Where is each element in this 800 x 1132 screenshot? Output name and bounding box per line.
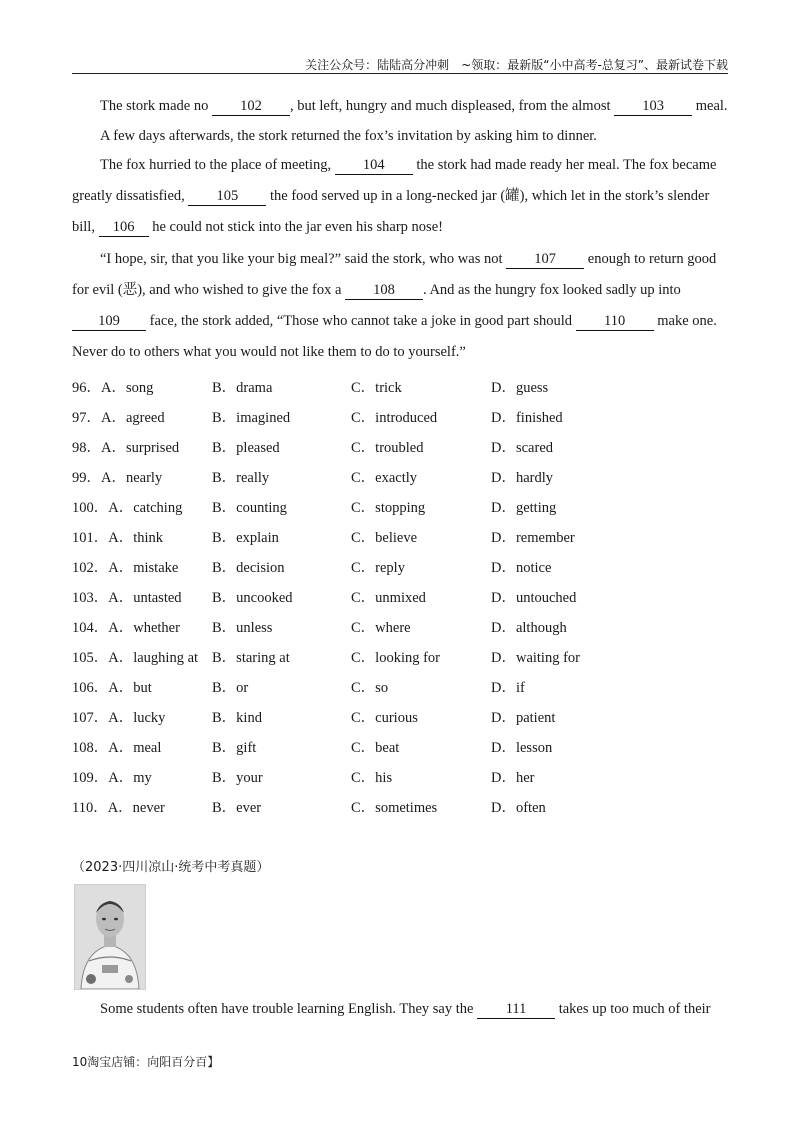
passage-paragraph-1 [72, 91, 728, 122]
passage-text: takes up too much of their [558, 1001, 711, 1017]
option-c[interactable]: C．where [351, 620, 411, 636]
passage-text: the food served up in a long-necked jar (罐), which let in the stork’s slender bill, [72, 188, 710, 235]
passage-text: the stork had made ready her meal. The fox became greatly dissatisfied, [72, 157, 717, 204]
passage-paragraph-2 [72, 121, 728, 152]
option-row [72, 370, 728, 400]
page-header: 关注公众号：陆陆高分冲刺 ~领取：最新版“小中高考-总复习”、最新试卷下载 [305, 58, 728, 72]
option-a[interactable]: 108．A．meal [72, 740, 162, 756]
option-b[interactable]: B．ever [212, 800, 262, 816]
option-b[interactable]: B．kind [212, 710, 262, 726]
option-d[interactable]: D．waiting for [491, 650, 580, 666]
option-a[interactable]: 109．A．my [72, 770, 152, 786]
blank-109[interactable]: 109 [72, 313, 146, 331]
option-c[interactable]: C．unmixed [351, 590, 426, 606]
option-c[interactable]: C．reply [351, 560, 405, 576]
option-b[interactable]: B．counting [212, 500, 287, 516]
option-d[interactable]: D．guess [491, 380, 549, 396]
option-d[interactable]: D．scared [491, 440, 554, 456]
option-row [72, 400, 728, 430]
option-c[interactable]: C．beat [351, 740, 400, 756]
option-c[interactable]: C．troubled [351, 440, 424, 456]
option-b[interactable]: B．drama [212, 380, 273, 396]
option-d[interactable]: D．remember [491, 530, 575, 546]
option-d[interactable]: D．notice [491, 560, 552, 576]
option-a[interactable]: 104．A．whether [72, 620, 180, 636]
page-footer: 10淘宝店铺：向阳百分百】 [72, 1055, 220, 1069]
passage-text: , but left, hungry and much displeased, from the almost [289, 98, 611, 114]
option-d[interactable]: D．although [491, 620, 567, 636]
option-a[interactable]: 110．A．never [72, 800, 165, 816]
option-a[interactable]: 97．A．agreed [72, 410, 165, 426]
blank-106[interactable]: 106 [99, 219, 149, 237]
exam-source: （2023·四川凉山·统考中考真题） [72, 860, 270, 875]
option-b[interactable]: B．staring at [212, 650, 290, 666]
option-b[interactable]: B．really [212, 470, 270, 486]
passage-text: “I hope, sir, that you like your big meal?” said the stork, who was not [100, 251, 503, 267]
option-c[interactable]: C．trick [351, 380, 402, 396]
option-c[interactable]: C．curious [351, 710, 418, 726]
option-a[interactable]: 107．A．lucky [72, 710, 166, 726]
header-divider [72, 73, 728, 74]
passage-text: . And as the hungry fox looked sadly up into [423, 282, 681, 298]
option-a[interactable]: 98．A．surprised [72, 440, 180, 456]
option-b[interactable]: B．explain [212, 530, 279, 546]
option-c[interactable]: C．believe [351, 530, 418, 546]
next-passage [72, 994, 728, 1025]
option-a[interactable]: 105．A．laughing at [72, 650, 199, 666]
option-c[interactable]: C．his [351, 770, 393, 786]
passage-paragraph-4 [72, 244, 728, 368]
option-row [72, 790, 728, 820]
option-b[interactable]: B．pleased [212, 440, 280, 456]
option-a[interactable]: 99．A．nearly [72, 470, 163, 486]
option-d[interactable]: D．often [491, 800, 546, 816]
option-row [72, 550, 728, 580]
option-row [72, 430, 728, 460]
blank-105[interactable]: 105 [188, 188, 266, 206]
option-row [72, 580, 728, 610]
option-d[interactable]: D．patient [491, 710, 556, 726]
option-c[interactable]: C．introduced [351, 410, 438, 426]
option-d[interactable]: D．untouched [491, 590, 577, 606]
blank-110[interactable]: 110 [576, 313, 654, 331]
option-a[interactable]: 106．A．but [72, 680, 152, 696]
option-row [72, 490, 728, 520]
option-row [72, 520, 728, 550]
blank-104[interactable]: 104 [335, 157, 413, 175]
blank-108[interactable]: 108 [345, 282, 423, 300]
option-a[interactable]: 101．A．think [72, 530, 164, 546]
option-d[interactable]: D．hardly [491, 470, 554, 486]
passage-text: The fox hurried to the place of meeting, [100, 157, 332, 173]
option-b[interactable]: B．your [212, 770, 263, 786]
option-d[interactable]: D．finished [491, 410, 563, 426]
option-row [72, 610, 728, 640]
option-d[interactable]: D．getting [491, 500, 557, 516]
blank-107[interactable]: 107 [506, 251, 584, 269]
passage-paragraph-3 [72, 150, 728, 243]
option-c[interactable]: C．stopping [351, 500, 426, 516]
option-c[interactable]: C．sometimes [351, 800, 438, 816]
option-c[interactable]: C．so [351, 680, 389, 696]
option-row [72, 760, 728, 790]
option-b[interactable]: B．imagined [212, 410, 291, 426]
option-d[interactable]: D．if [491, 680, 525, 696]
passage-text: meal. [695, 98, 728, 114]
passage-text: The stork made no [100, 98, 209, 114]
blank-103[interactable]: 103 [614, 98, 692, 116]
option-row [72, 670, 728, 700]
option-b[interactable]: B．decision [212, 560, 285, 576]
passage-text: he could not stick into the jar even his sharp nose! [152, 219, 443, 235]
option-a[interactable]: 96．A．song [72, 380, 154, 396]
option-row [72, 460, 728, 490]
option-c[interactable]: C．exactly [351, 470, 418, 486]
answer-options [72, 370, 728, 820]
blank-111[interactable]: 111 [477, 1001, 555, 1019]
passage-text: face, the stork added, “Those who cannot take a joke in good part should [149, 313, 573, 329]
option-row [72, 700, 728, 730]
option-d[interactable]: D．her [491, 770, 535, 786]
option-b[interactable]: B．uncooked [212, 590, 293, 606]
option-b[interactable]: B．or [212, 680, 249, 696]
option-row [72, 730, 728, 760]
blank-102[interactable]: 102 [212, 98, 290, 116]
option-b[interactable]: B．unless [212, 620, 273, 636]
passage-text: enough to return good for evil (恶), and who wished to give the fox a [72, 251, 717, 298]
option-a[interactable]: 103．A．untasted [72, 590, 182, 606]
astronaut-photo [74, 884, 146, 990]
option-d[interactable]: D．lesson [491, 740, 553, 756]
option-b[interactable]: B．gift [212, 740, 257, 756]
passage-text: make one. Never do to others what you would not like them to do to yourself.” [72, 313, 717, 360]
passage-text: Some students often have trouble learning English. They say the [100, 1001, 474, 1017]
option-c[interactable]: C．looking for [351, 650, 441, 666]
option-a[interactable]: 100．A．catching [72, 500, 183, 516]
option-a[interactable]: 102．A．mistake [72, 560, 179, 576]
astronaut-portrait-icon [75, 885, 145, 989]
passage-text: A few days afterwards, the stork returned the fox’s invitation by asking him to dinner. [100, 128, 597, 144]
option-row [72, 640, 728, 670]
